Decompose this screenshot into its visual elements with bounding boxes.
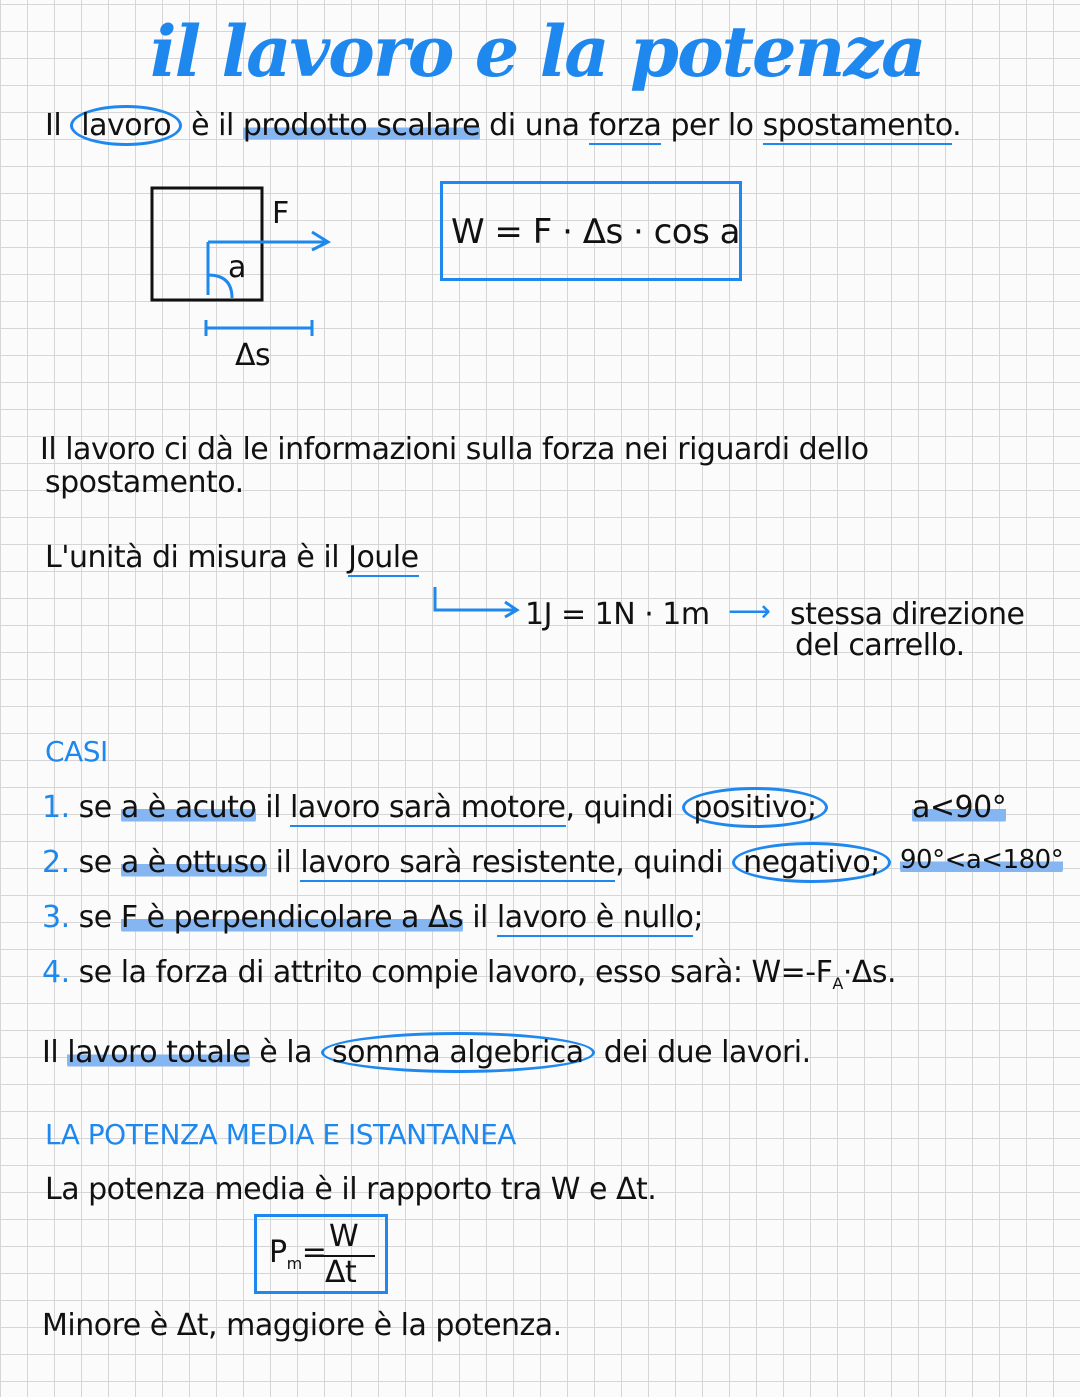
case-number: 3. xyxy=(42,900,70,935)
circled-term: negativo; xyxy=(732,842,891,883)
subscript: A xyxy=(832,974,843,993)
text: è la xyxy=(259,1035,312,1070)
text: se xyxy=(78,900,112,935)
fraction-numerator: W xyxy=(329,1219,359,1254)
case-number: 4. xyxy=(42,955,70,990)
text: se xyxy=(78,790,112,825)
text: , quindi xyxy=(615,845,724,880)
arrow-icon: ⟶ xyxy=(728,594,771,629)
text: di una xyxy=(489,108,580,143)
work-formula: W = F · Δs · cos a xyxy=(451,212,740,252)
total-work-line xyxy=(42,1035,811,1070)
underlined-forza: forza xyxy=(588,108,662,143)
text: se xyxy=(78,845,112,880)
case-item-4 xyxy=(42,955,896,993)
arrow-icon xyxy=(425,585,525,625)
text: L'unità di misura è il xyxy=(45,540,340,575)
underlined: lavoro è nullo xyxy=(496,900,694,935)
case-item-3 xyxy=(42,900,703,935)
circled-term: positivo; xyxy=(682,787,827,828)
text: se la forza di attrito compie lavoro, esso sarà: W=-F xyxy=(78,955,833,990)
power-formula-box xyxy=(254,1214,388,1294)
highlight: lavoro totale xyxy=(67,1035,251,1070)
circled-term: somma algebrica xyxy=(321,1032,595,1073)
highlight: a è acuto xyxy=(120,790,257,825)
text: Il xyxy=(45,108,62,143)
text: il xyxy=(472,900,488,935)
page-title: il lavoro e la potenza xyxy=(150,10,925,93)
note-line: stessa direzione xyxy=(790,597,1025,632)
text: ·Δs. xyxy=(842,955,897,990)
circled-term-lavoro: lavoro xyxy=(70,105,182,146)
power-heading: LA POTENZA MEDIA E ISTANTANEA xyxy=(45,1118,516,1151)
text: il xyxy=(265,790,281,825)
text: ; xyxy=(693,900,703,935)
angle-label: a xyxy=(228,250,246,285)
case-condition: 90°<a<180° xyxy=(900,845,1064,875)
fraction-denominator: Δt xyxy=(325,1255,357,1290)
work-definition xyxy=(45,108,961,143)
case-condition: a<90° xyxy=(912,790,1007,825)
text: dei due lavori. xyxy=(603,1035,811,1070)
unit-name: Joule xyxy=(348,540,419,575)
text: , quindi xyxy=(565,790,674,825)
text: P xyxy=(269,1235,287,1270)
subscript: m xyxy=(286,1254,302,1273)
text: . xyxy=(952,108,962,143)
case-item-2 xyxy=(42,845,891,880)
highlight-prodotto-scalare: prodotto scalare xyxy=(242,108,481,143)
highlight: F è perpendicolare a Δs xyxy=(120,900,464,935)
info-line: Il lavoro ci dà le informazioni sulla forza nei riguardi dello xyxy=(40,432,869,467)
highlight: a è ottuso xyxy=(120,845,267,880)
note-line: del carrello. xyxy=(795,628,965,663)
formula-box xyxy=(440,181,742,281)
text: è il xyxy=(191,108,234,143)
power-formula-lhs: $P_m=$ xyxy=(269,1235,327,1273)
case-number: 1. xyxy=(42,790,70,825)
text: il xyxy=(275,845,292,880)
underlined: lavoro sarà resistente xyxy=(300,845,616,880)
info-line: spostamento. xyxy=(45,465,244,500)
underlined-spostamento: spostamento xyxy=(762,108,953,143)
underlined: lavoro sarà motore xyxy=(290,790,566,825)
joule-equation: 1J = 1N · 1m xyxy=(525,597,710,632)
text: Il xyxy=(42,1035,59,1070)
unit-line xyxy=(45,540,419,575)
text: per lo xyxy=(670,108,754,143)
cases-heading: CASI xyxy=(45,735,108,768)
case-item-1 xyxy=(42,790,828,825)
power-definition: La potenza media è il rapporto tra W e Δt. xyxy=(45,1172,657,1207)
case-number: 2. xyxy=(42,845,70,880)
force-label: F xyxy=(272,196,289,231)
displacement-label: Δs xyxy=(235,338,271,373)
power-conclusion: Minore è Δt, maggiore è la potenza. xyxy=(42,1308,562,1343)
